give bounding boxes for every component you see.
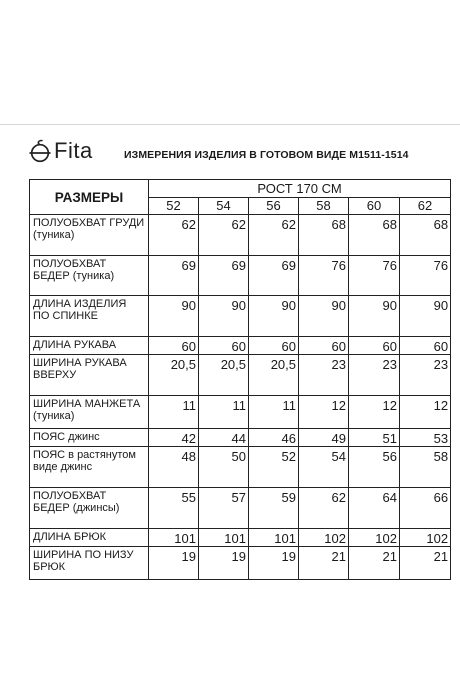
- measurement-value: 64: [349, 488, 400, 529]
- measurement-value: 12: [299, 396, 349, 429]
- measurement-label: ШИРИНА РУКАВА ВВЕРХУ: [30, 355, 149, 396]
- measurement-value: 42: [149, 429, 199, 447]
- brand-name: Fita: [54, 138, 93, 163]
- measurement-value: 58: [400, 447, 451, 488]
- measurement-value: 56: [349, 447, 400, 488]
- measurement-value: 21: [349, 547, 400, 580]
- size-header-cell: 52: [149, 198, 199, 215]
- measurement-value: 60: [249, 337, 299, 355]
- measurement-value: 11: [249, 396, 299, 429]
- top-divider: [0, 124, 460, 125]
- measurement-value: 62: [299, 488, 349, 529]
- measurement-value: 60: [349, 337, 400, 355]
- measurement-value: 102: [349, 529, 400, 547]
- measurement-value: 62: [249, 215, 299, 256]
- measurement-value: 76: [349, 256, 400, 296]
- table-header-row: [30, 180, 451, 198]
- measurement-value: 44: [199, 429, 249, 447]
- table-row: [30, 355, 451, 396]
- measurement-value: 101: [199, 529, 249, 547]
- measurement-value: 53: [400, 429, 451, 447]
- measurement-value: 60: [400, 337, 451, 355]
- table-row: [30, 396, 451, 429]
- measurement-value: 20,5: [249, 355, 299, 396]
- measurement-value: 54: [299, 447, 349, 488]
- measurement-value: 12: [349, 396, 400, 429]
- measurement-value: 19: [149, 547, 199, 580]
- size-chart-table: [29, 179, 451, 580]
- measurement-value: 12: [400, 396, 451, 429]
- measurement-label: ДЛИНА РУКАВА: [30, 337, 149, 355]
- measurement-label: ШИРИНА МАНЖЕТА (туника): [30, 396, 149, 429]
- measurement-value: 102: [299, 529, 349, 547]
- measurement-value: 76: [299, 256, 349, 296]
- measurement-value: 90: [199, 296, 249, 337]
- brand-logo: [29, 138, 93, 164]
- measurement-value: 23: [400, 355, 451, 396]
- measurement-value: 62: [149, 215, 199, 256]
- measurement-value: 23: [299, 355, 349, 396]
- measurement-value: 55: [149, 488, 199, 529]
- measurement-value: 21: [299, 547, 349, 580]
- table-row: [30, 337, 451, 355]
- measurement-value: 90: [249, 296, 299, 337]
- measurement-value: 49: [299, 429, 349, 447]
- measurement-label: ПОЯС джинс: [30, 429, 149, 447]
- table-row: [30, 429, 451, 447]
- measurement-value: 66: [400, 488, 451, 529]
- fita-logo-icon: [29, 139, 51, 163]
- measurement-value: 11: [149, 396, 199, 429]
- size-header-cell: 62: [400, 198, 451, 215]
- measurement-value: 68: [400, 215, 451, 256]
- measurement-value: 60: [149, 337, 199, 355]
- table-row: [30, 447, 451, 488]
- measurement-value: 19: [249, 547, 299, 580]
- measurement-value: 90: [400, 296, 451, 337]
- measurement-value: 60: [299, 337, 349, 355]
- measurement-value: 60: [199, 337, 249, 355]
- measurement-value: 11: [199, 396, 249, 429]
- measurement-value: 101: [149, 529, 199, 547]
- measurement-label: ПОЛУОБХВАТ ГРУДИ (туника): [30, 215, 149, 256]
- measurement-label: ШИРИНА ПО НИЗУ БРЮК: [30, 547, 149, 580]
- measurement-value: 76: [400, 256, 451, 296]
- measurement-value: 62: [199, 215, 249, 256]
- measurement-value: 46: [249, 429, 299, 447]
- measurement-value: 69: [199, 256, 249, 296]
- size-header-cell: 58: [299, 198, 349, 215]
- measurement-value: 51: [349, 429, 400, 447]
- measurement-value: 57: [199, 488, 249, 529]
- measurement-label: ПОЯС в растянутом виде джинс: [30, 447, 149, 488]
- sizes-header: РАЗМЕРЫ: [30, 180, 149, 215]
- measurement-label: ДЛИНА ИЗДЕЛИЯ ПО СПИНКЕ: [30, 296, 149, 337]
- measurement-value: 101: [249, 529, 299, 547]
- measurement-value: 90: [349, 296, 400, 337]
- document-title: ИЗМЕРЕНИЯ ИЗДЕЛИЯ В ГОТОВОМ ВИДЕ М1511-1514: [124, 149, 409, 161]
- measurement-value: 23: [349, 355, 400, 396]
- measurement-value: 59: [249, 488, 299, 529]
- height-group-header: РОСТ 170 СМ: [149, 180, 451, 198]
- measurement-value: 52: [249, 447, 299, 488]
- table-row: [30, 547, 451, 580]
- table-row: [30, 256, 451, 296]
- table-row: [30, 215, 451, 256]
- measurement-value: 48: [149, 447, 199, 488]
- measurement-value: 102: [400, 529, 451, 547]
- size-header-cell: 56: [249, 198, 299, 215]
- table-row: [30, 529, 451, 547]
- table-row: [30, 488, 451, 529]
- measurement-value: 68: [349, 215, 400, 256]
- measurement-label: ДЛИНА БРЮК: [30, 529, 149, 547]
- measurement-value: 90: [299, 296, 349, 337]
- measurement-value: 69: [149, 256, 199, 296]
- measurement-label: ПОЛУОБХВАТ БЕДЕР (туника): [30, 256, 149, 296]
- measurement-value: 69: [249, 256, 299, 296]
- measurement-value: 20,5: [149, 355, 199, 396]
- size-header-cell: 54: [199, 198, 249, 215]
- measurement-value: 90: [149, 296, 199, 337]
- table-body: [30, 215, 451, 580]
- measurement-value: 19: [199, 547, 249, 580]
- measurement-value: 50: [199, 447, 249, 488]
- table-row: [30, 296, 451, 337]
- measurement-value: 20,5: [199, 355, 249, 396]
- measurement-label: ПОЛУОБХВАТ БЕДЕР (джинсы): [30, 488, 149, 529]
- measurement-value: 68: [299, 215, 349, 256]
- measurement-value: 21: [400, 547, 451, 580]
- size-header-cell: 60: [349, 198, 400, 215]
